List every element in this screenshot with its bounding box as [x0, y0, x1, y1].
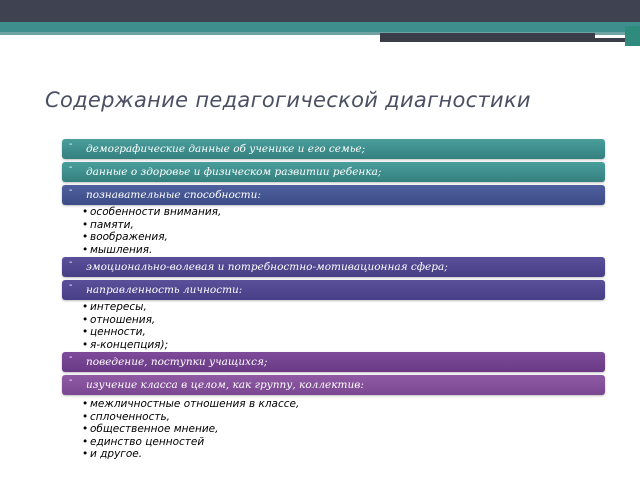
sublist-cognitive	[82, 206, 221, 256]
item-text: демографические данные об ученике и его семье;	[86, 143, 366, 155]
sublist-item: • ценности,	[82, 326, 168, 339]
item-text: изучение класса в целом, как группу, коллектив:	[86, 379, 364, 391]
sublist-item: • сплоченность,	[82, 411, 299, 424]
sublist-item: • единство ценностей	[82, 436, 299, 449]
sublist-item: • и другое.	[82, 448, 299, 461]
top-dark-band	[0, 0, 640, 22]
list-item-orientation	[62, 280, 605, 300]
item-marker: -	[69, 375, 73, 386]
item-marker: -	[69, 352, 73, 363]
sublist-item: • интересы,	[82, 301, 168, 314]
sublist-item: • я-концепция);	[82, 339, 168, 352]
top-teal-band	[0, 22, 640, 32]
sublist-item: • отношения,	[82, 314, 168, 327]
sublist-orientation	[82, 301, 168, 351]
list-item-cognitive	[62, 185, 605, 205]
sublist-item: • памяти,	[82, 219, 221, 232]
item-marker: -	[69, 162, 73, 173]
item-text: поведение, поступки учащихся;	[86, 356, 268, 368]
item-marker: -	[69, 139, 73, 150]
sublist-item: • межличностные отношения в классе,	[82, 398, 299, 411]
item-text: данные о здоровье и физическом развитии ребенка;	[86, 166, 382, 178]
list-item-emotional	[62, 257, 605, 277]
list-item-class-study	[62, 375, 605, 395]
list-item-behavior	[62, 352, 605, 372]
item-text: познавательные способности:	[86, 189, 261, 201]
item-text: направленность личности:	[86, 284, 243, 296]
accent-block-right	[625, 26, 640, 46]
sublist-item: • особенности внимания,	[82, 206, 221, 219]
sublist-item: • мышления.	[82, 244, 221, 257]
item-text: эмоционально-волевая и потребностно-мотивационная сфера;	[86, 261, 448, 273]
sublist-item: • общественное мнение,	[82, 423, 299, 436]
item-marker: -	[69, 185, 73, 196]
item-marker: -	[69, 257, 73, 268]
list-item-health	[62, 162, 605, 182]
sublist-class-study	[82, 398, 299, 461]
accent-bar-lower	[380, 38, 640, 42]
sublist-item: • воображения,	[82, 231, 221, 244]
item-marker: -	[69, 280, 73, 291]
slide-title: Содержание педагогической диагностики	[45, 88, 531, 112]
list-item-demographic	[62, 139, 605, 159]
